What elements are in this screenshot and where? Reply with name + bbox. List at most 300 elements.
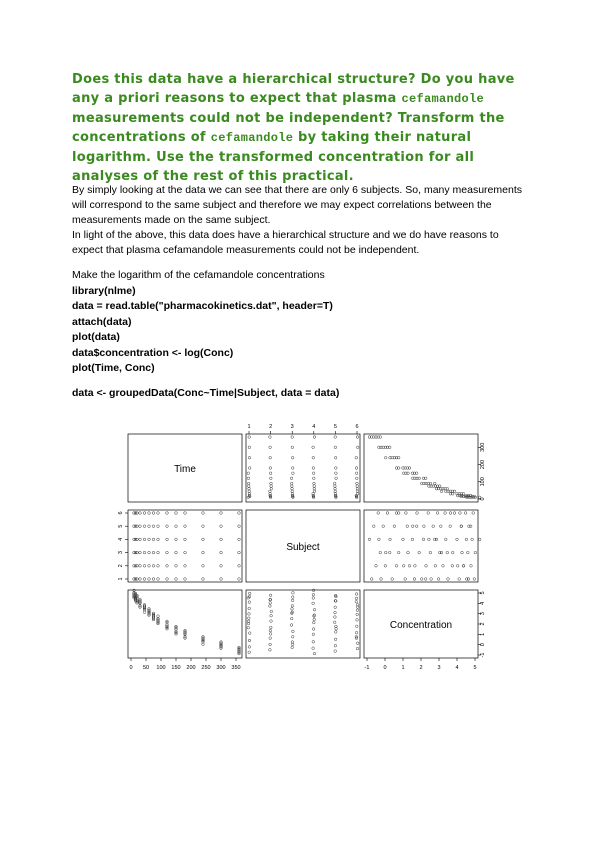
data-point [166,538,169,541]
tick-label: 0 [383,665,387,671]
tick-label: 2 [480,622,486,626]
data-point [270,477,273,480]
data-point [292,472,295,475]
data-point [291,487,294,490]
data-point [334,638,337,641]
data-point [139,578,142,581]
data-point [238,578,241,581]
data-point [335,631,338,634]
data-point [166,578,169,581]
data-point [143,538,146,541]
data-point [386,512,389,515]
data-point [429,551,432,554]
data-point [143,551,146,554]
data-point [313,652,316,655]
data-point [291,646,294,649]
data-point [248,639,251,642]
data-point [269,633,272,636]
tick-label: 4 [480,601,486,605]
data-point [143,512,146,515]
data-point [248,436,251,439]
data-point [335,472,338,475]
data-point [166,551,169,554]
answer-paragraph-2: In light of the above, this data does have a hierarchical structure and we do have reasons to expect that plasma cefamandole measurements could not be independent. [72,229,499,256]
data-point [175,565,178,568]
question-heading [72,70,542,186]
data-point [269,493,272,496]
data-point [248,592,251,595]
data-point [334,606,337,609]
data-point [379,551,382,554]
data-point [440,525,443,528]
panel-frame [364,434,478,502]
data-point [157,538,160,541]
data-point [248,485,251,488]
tick-label: 2 [419,665,423,671]
data-point [312,647,315,650]
data-point [370,578,373,581]
data-point [270,626,273,629]
data-point [355,593,358,596]
tick-label: 2 [269,424,273,430]
data-point [474,551,477,554]
data-point [312,446,315,449]
data-point [449,512,452,515]
data-point [402,565,405,568]
data-point [356,613,359,616]
data-point [356,619,359,622]
panel-frame [128,590,242,658]
data-point [438,551,441,554]
data-point [291,490,294,493]
data-point [269,602,272,605]
data-point [291,636,294,639]
variable-label: Time [174,464,196,475]
data-point [402,538,405,541]
data-point [356,642,359,645]
data-point [313,485,316,488]
data-point [456,538,459,541]
data-point [437,578,440,581]
data-point [270,620,273,623]
data-point [356,647,359,650]
data-point [184,565,187,568]
panel-frame [364,510,478,582]
code-line: data$concentration <- log(Conc) [72,346,234,359]
data-point [382,525,385,528]
data-point [413,578,416,581]
data-point [395,565,398,568]
data-point [152,525,155,528]
data-point [467,551,470,554]
data-point [446,551,449,554]
data-point [420,578,423,581]
data-point [152,551,155,554]
tick-label: 150 [171,665,181,671]
data-point [247,472,250,475]
data-point [175,551,178,554]
tick-label: 3 [480,612,486,616]
data-point [175,578,178,581]
data-point [440,490,443,493]
data-point [139,538,142,541]
data-point [453,512,456,515]
heading-code-1: cefamandole [401,92,484,106]
data-point [312,493,315,496]
data-point [355,597,358,600]
tick-label: -1 [364,665,370,671]
data-point [248,617,251,620]
data-point [202,551,205,554]
data-point [291,493,294,496]
data-point [388,551,391,554]
data-point [248,446,251,449]
data-point [269,456,272,459]
data-point [269,643,272,646]
data-point [313,487,316,490]
data-point [334,456,337,459]
data-point [405,512,408,515]
data-point [423,525,426,528]
data-point [143,611,146,614]
data-point [411,525,414,528]
data-point [291,599,294,602]
code-line: library(nlme) [72,284,136,297]
data-point [313,477,316,480]
tick-label: 1 [118,577,124,581]
data-point [143,525,146,528]
data-point [389,538,392,541]
data-point [220,512,223,515]
tick-label: 200 [186,665,196,671]
data-point [291,608,294,611]
tick-label: 0 [129,665,133,671]
data-point [368,538,371,541]
data-point [312,602,315,605]
data-point [404,578,407,581]
data-point [312,467,315,470]
panel-frame [246,434,360,502]
data-point [291,596,294,599]
data-point [269,472,272,475]
data-point [270,482,273,485]
data-point [356,487,359,490]
tick-label: 3 [437,665,441,671]
data-point [248,493,251,496]
data-point [460,525,463,528]
data-point [335,467,338,470]
tick-label: 4 [455,665,459,671]
data-point [384,565,387,568]
panel-frame [246,590,360,658]
data-point [334,493,337,496]
data-point [184,538,187,541]
data-point [434,565,437,568]
data-point [291,456,294,459]
data-point [184,525,187,528]
data-point [247,482,250,485]
data-point [449,525,452,528]
data-point [248,646,251,649]
data-point [270,487,273,490]
data-point [428,538,431,541]
data-point [433,538,436,541]
data-point [356,485,359,488]
tick-label: 3 [290,424,294,430]
data-point [356,609,359,612]
data-point [334,446,337,449]
data-point [248,601,251,604]
data-point [411,538,414,541]
data-point [139,565,142,568]
data-point [166,512,169,515]
data-point [445,538,448,541]
variable-label: Concentration [389,620,453,631]
data-point [473,578,476,581]
data-point [269,490,272,493]
data-point [408,565,411,568]
code-intro: Make the logarithm of the cefamandole concentrations [72,269,325,281]
data-point [290,617,293,620]
data-point [432,525,435,528]
data-point [157,615,160,618]
data-point [464,512,467,515]
data-point [184,551,187,554]
data-point [407,551,410,554]
data-point [270,610,273,613]
data-point [291,446,294,449]
pairs-plot [110,418,510,680]
data-point [166,525,169,528]
data-point [356,477,359,480]
data-point [152,538,155,541]
data-point [451,565,454,568]
data-point [313,436,316,439]
data-point [248,487,251,490]
code-line: plot(data) [72,331,120,343]
data-point [356,625,359,628]
data-point [447,578,450,581]
data-point [355,600,358,603]
data-point [143,578,146,581]
data-point [312,472,315,475]
data-point [424,578,427,581]
data-point [220,538,223,541]
data-point [184,512,187,515]
data-point [269,605,272,608]
data-point [334,490,337,493]
data-point [391,578,394,581]
answer-paragraph-1: By simply looking at the data we can see that there are only 6 subjects. So, many measurements will correspond to the same subject and therefore we may expect correlations between the measurements made on the same subject. [72,184,522,226]
data-point [334,644,337,647]
tick-label: 5 [118,524,124,528]
data-point [469,525,472,528]
data-point [470,565,473,568]
tick-label: 5 [473,665,477,671]
heading-text-1: Does this data have a hierarchical structure? Do you have any a priori reasons to expect that plasma [72,72,515,106]
data-point [422,538,425,541]
data-point [148,525,151,528]
data-point [478,538,481,541]
data-point [312,597,315,600]
data-point [248,490,251,493]
data-point [152,578,155,581]
data-point [166,565,169,568]
panel-frame [128,510,242,582]
data-point [312,641,315,644]
data-point [414,565,417,568]
data-point [220,565,223,568]
data-point [270,614,273,617]
data-point [152,565,155,568]
data-point [238,538,241,541]
data-point [355,456,358,459]
data-point [157,565,160,568]
data-point [465,538,468,541]
data-point [356,493,359,496]
tick-label: 1 [480,632,486,636]
data-point [202,565,205,568]
data-point [334,616,337,619]
data-point [202,525,205,528]
data-point [333,482,336,485]
data-point [418,551,421,554]
data-point [378,538,381,541]
tick-label: 300 [480,442,486,452]
data-point [148,512,151,515]
data-point [292,592,295,595]
data-point [290,477,293,480]
data-point [313,608,316,611]
data-point [312,628,315,631]
code-line: data = read.table("pharmacokinetics.dat", header=T) [72,300,333,312]
data-point [471,538,474,541]
tick-label: 4 [312,424,316,430]
tick-label: 250 [201,665,211,671]
data-point [148,578,151,581]
data-point [175,512,178,515]
data-point [202,512,205,515]
data-point [355,472,358,475]
data-point [312,633,315,636]
data-point [380,578,383,581]
data-point [312,456,315,459]
data-point [143,565,146,568]
data-point [334,611,337,614]
data-point [269,436,272,439]
heading-text-2: measurements could not be independent? Transform the concentrations of [72,111,505,145]
data-point [202,643,205,646]
data-point [334,650,337,653]
data-point [425,565,428,568]
data-point [248,613,251,616]
tick-label: 3 [118,551,124,555]
data-point [415,525,418,528]
data-point [312,593,315,596]
data-point [148,538,151,541]
data-point [442,565,445,568]
data-point [291,485,294,488]
tick-label: 5 [333,424,337,430]
data-point [247,477,250,480]
data-point [467,578,470,581]
data-point [377,512,380,515]
tick-label: 6 [355,424,359,430]
data-point [416,512,419,515]
data-point [269,637,272,640]
data-point [152,512,155,515]
data-point [202,578,205,581]
data-point [238,525,241,528]
code-line: attach(data) [72,315,132,328]
tick-label: 4 [118,537,124,541]
data-point [451,551,454,554]
data-point [406,525,409,528]
tick-label: 0 [480,497,486,501]
data-point [220,551,223,554]
data-point [393,525,396,528]
tick-label: 6 [118,511,124,515]
data-point [334,487,337,490]
data-point [139,525,142,528]
data-point [290,482,293,485]
tick-label: 300 [216,665,226,671]
data-point [355,467,358,470]
heading-code-2: cefamandole [210,131,294,145]
data-point [269,446,272,449]
data-point [291,467,294,470]
data-point [461,551,464,554]
data-point [375,565,378,568]
tick-label: 0 [480,643,486,647]
data-point [139,551,142,554]
data-point [157,512,160,515]
data-point [202,538,205,541]
data-point [269,629,272,632]
data-point [427,512,430,515]
data-point [436,512,439,515]
data-point [148,565,151,568]
data-point [292,630,295,633]
data-point [157,525,160,528]
data-point [355,631,358,634]
heading-text-3: by taking their natural logarithm. Use the transformed concentration for all analyses of the rest of this practical. [72,130,475,184]
tick-label: 1 [247,424,251,430]
data-point [290,624,293,627]
data-point [247,626,250,629]
tick-label: 2 [118,564,124,568]
data-point [175,538,178,541]
data-point [238,512,241,515]
data-point [269,594,272,597]
data-point [291,436,294,439]
data-point [157,578,160,581]
data-point [248,607,251,610]
code-line-grouped-data: data <- groupedData(Conc~Time|Subject, data = data) [72,386,340,399]
tick-label: 1 [401,665,405,671]
data-point [220,578,223,581]
code-block [72,268,339,401]
data-point [335,477,338,480]
data-point [238,565,241,568]
data-point [356,446,359,449]
data-point [356,490,359,493]
data-point [313,618,316,621]
data-point [220,525,223,528]
data-point [248,632,251,635]
data-point [433,482,436,485]
data-point [313,490,316,493]
